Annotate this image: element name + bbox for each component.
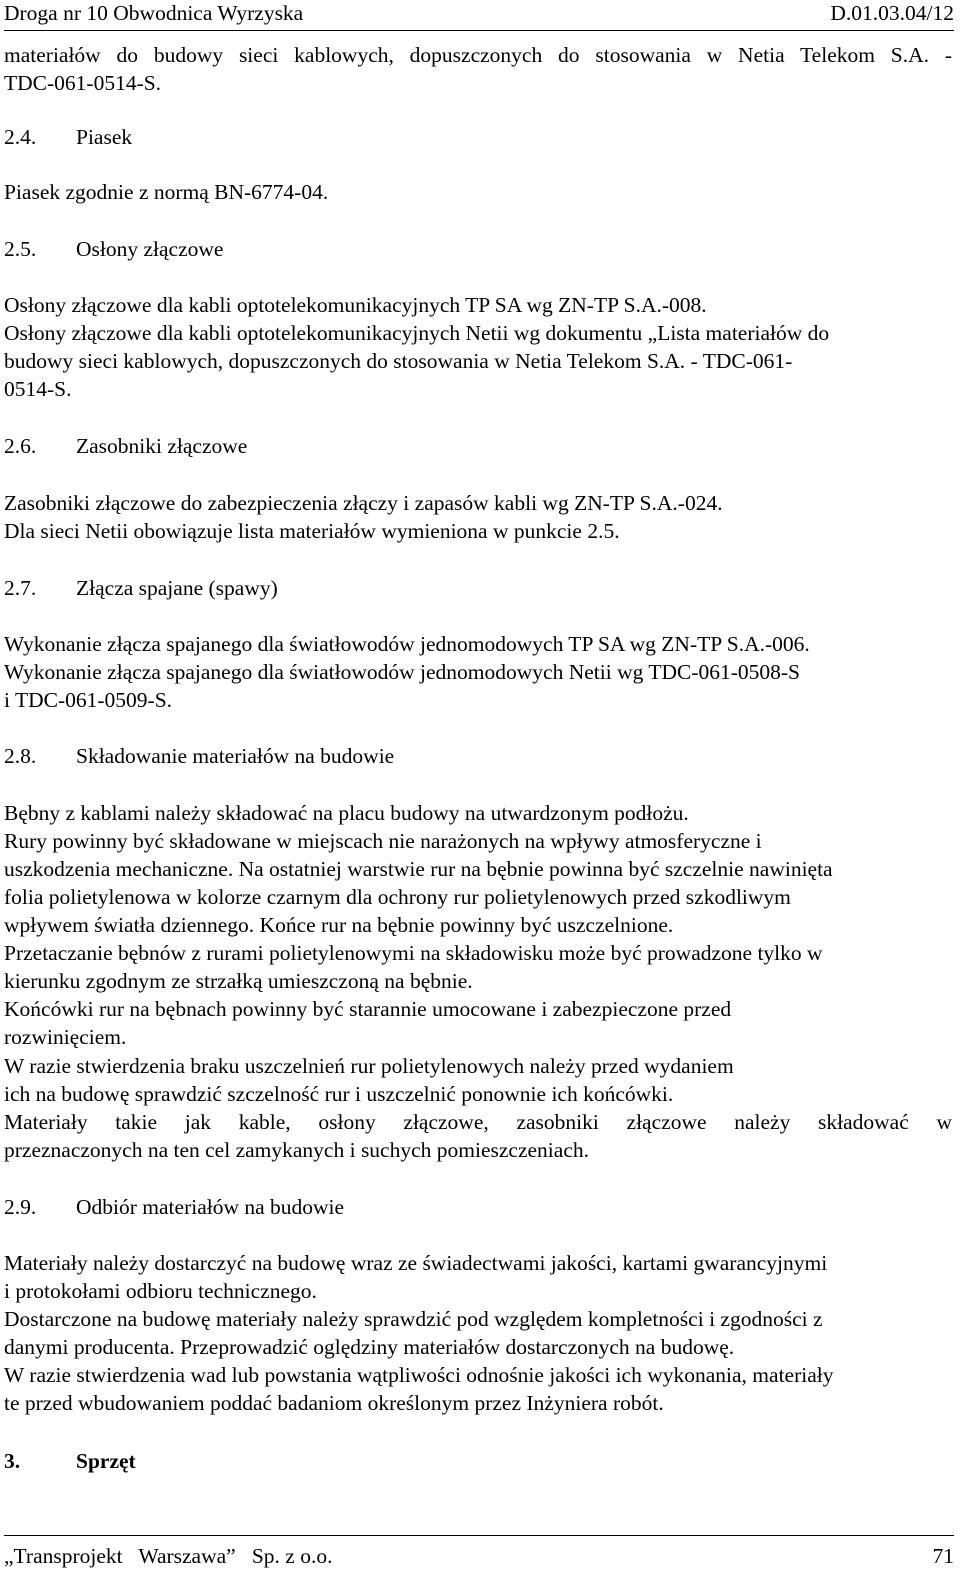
paragraph-line: TDC-061-0514-S. bbox=[4, 71, 162, 95]
header-code: D.01.03.04/12 bbox=[830, 1, 954, 25]
section-number: 2.4. bbox=[4, 125, 37, 149]
paragraph-line: W razie stwierdzenia braku uszczelnień rur polietylenowych należy przed wydaniem bbox=[4, 1054, 734, 1078]
page-header bbox=[4, 0, 954, 31]
section-title: Piasek bbox=[76, 125, 133, 149]
section-heading-2-5 bbox=[4, 235, 223, 263]
chapter-title: Sprzęt bbox=[76, 1449, 136, 1473]
section-title: Osłony złączowe bbox=[76, 237, 224, 261]
footer-company: „Transprojekt Warszawa” Sp. z o.o. bbox=[4, 1544, 333, 1568]
paragraph-line: Wykonanie złącza spajanego dla światłowodów jednomodowych Netii wg TDC-061-0508-S bbox=[4, 660, 801, 684]
paragraph-line: Bębny z kablami należy składować na placu budowy na utwardzonym podłożu. bbox=[4, 801, 689, 825]
paragraph-line: 0514-S. bbox=[4, 377, 72, 401]
section-heading-2-6 bbox=[4, 432, 247, 460]
paragraph-line: rozwinięciem. bbox=[4, 1025, 127, 1049]
section-title: Złącza spajane (spawy) bbox=[76, 576, 278, 600]
section-title: Zasobniki złączowe bbox=[76, 434, 248, 458]
paragraph-line: materiałów do budowy sieci kablowych, dopuszczonych do stosowania w Netia Telekom S.A. - bbox=[4, 43, 952, 67]
paragraph-line: Materiały należy dostarczyć na budowę wraz ze świadectwami jakości, kartami gwarancyjnymi bbox=[4, 1251, 828, 1275]
paragraph-line: i protokołami odbioru technicznego. bbox=[4, 1279, 317, 1303]
paragraph-line: Piasek zgodnie z normą BN-6774-04. bbox=[4, 180, 329, 204]
page-footer bbox=[4, 1535, 954, 1574]
paragraph-line: przeznaczonych na ten cel zamykanych i suchych pomieszczeniach. bbox=[4, 1138, 589, 1162]
section-number: 2.5. bbox=[4, 237, 37, 261]
paragraph-line: Końcówki rur na bębnach powinny być starannie umocowane i zabezpieczone przed bbox=[4, 997, 732, 1021]
paragraph-line: te przed wbudowaniem poddać badaniom określonym przez Inżyniera robót. bbox=[4, 1391, 664, 1415]
section-heading-2-8 bbox=[4, 742, 394, 770]
section-number: 2.8. bbox=[4, 744, 37, 768]
chapter-number: 3. bbox=[4, 1449, 21, 1473]
section-title: Odbiór materiałów na budowie bbox=[76, 1195, 345, 1219]
paragraph-line: Dla sieci Netii obowiązuje lista materiałów wymieniona w punkcie 2.5. bbox=[4, 519, 620, 543]
chapter-heading-3 bbox=[4, 1447, 136, 1475]
paragraph-line: uszkodzenia mechaniczne. Na ostatniej warstwie rur na bębnie powinna być szczelnie nawinięta bbox=[4, 857, 833, 881]
page-number: 71 bbox=[932, 1544, 954, 1568]
header-title: Droga nr 10 Obwodnica Wyrzyska bbox=[4, 1, 304, 25]
paragraph-line: Zasobniki złączowe do zabezpieczenia złączy i zapasów kabli wg ZN-TP S.A.-024. bbox=[4, 491, 723, 515]
paragraph-line: i TDC-061-0509-S. bbox=[4, 688, 173, 712]
section-heading-2-7 bbox=[4, 574, 278, 602]
paragraph-line: Osłony złączowe dla kabli optotelekomunikacyjnych Netii wg dokumentu „Lista materiałów do bbox=[4, 321, 830, 345]
paragraph-line: danymi producenta. Przeprowadzić oględziny materiałów dostarczonych na budowę. bbox=[4, 1335, 735, 1359]
section-number: 2.7. bbox=[4, 576, 37, 600]
paragraph-line: Przetaczanie bębnów z rurami polietylenowymi na składowisku może być prowadzone tylko w bbox=[4, 941, 823, 965]
paragraph-line: wpływem światła dziennego. Końce rur na bębnie powinny być uszczelnione. bbox=[4, 913, 674, 937]
paragraph-line: ich na budowę sprawdzić szczelność rur i uszczelnić ponownie ich końcówki. bbox=[4, 1082, 674, 1106]
paragraph-line: Wykonanie złącza spajanego dla światłowodów jednomodowych TP SA wg ZN-TP S.A.-006. bbox=[4, 632, 810, 656]
paragraph-line: budowy sieci kablowych, dopuszczonych do stosowania w Netia Telekom S.A. - TDC-061- bbox=[4, 349, 793, 373]
section-heading-2-9 bbox=[4, 1193, 344, 1221]
paragraph-line: folia polietylenowa w kolorze czarnym dla ochrony rur polietylenowych przed szkodliwym bbox=[4, 885, 791, 909]
section-title: Składowanie materiałów na budowie bbox=[76, 744, 395, 768]
paragraph-line: Osłony złączowe dla kabli optotelekomunikacyjnych TP SA wg ZN-TP S.A.-008. bbox=[4, 293, 707, 317]
paragraph-line: Rury powinny być składowane w miejscach nie narażonych na wpływy atmosferyczne i bbox=[4, 829, 762, 853]
paragraph-line: W razie stwierdzenia wad lub powstania wątpliwości odnośnie jakości ich wykonania, materiały bbox=[4, 1363, 834, 1387]
paragraph-line: Materiały takie jak kable, osłony złączowe, zasobniki złączowe należy składować w bbox=[4, 1110, 952, 1134]
section-heading-2-4 bbox=[4, 123, 132, 151]
section-number: 2.6. bbox=[4, 434, 37, 458]
paragraph-line: kierunku zgodnym ze strzałką umieszczoną na bębnie. bbox=[4, 969, 473, 993]
paragraph-line: Dostarczone na budowę materiały należy sprawdzić pod względem kompletności i zgodności z bbox=[4, 1307, 823, 1331]
section-number: 2.9. bbox=[4, 1195, 37, 1219]
